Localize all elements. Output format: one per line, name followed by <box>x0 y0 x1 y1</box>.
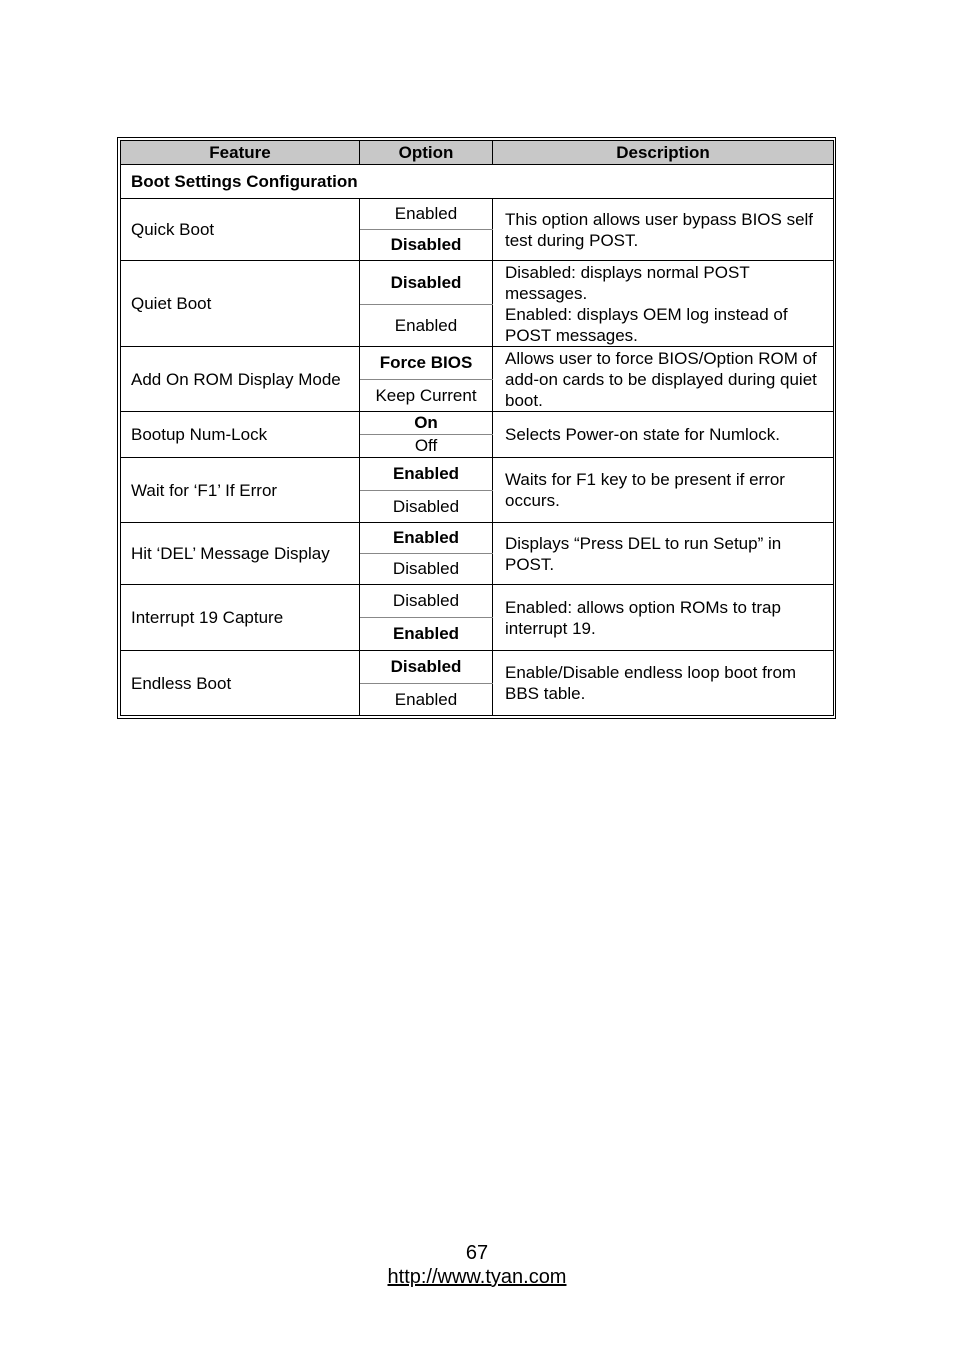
feature-cell: Hit ‘DEL’ Message Display <box>121 523 360 585</box>
description-line: Disabled: displays normal POST messages. <box>505 262 750 303</box>
option-cell: Enabled <box>360 684 493 716</box>
option-cell: Disabled <box>360 651 493 684</box>
footer-url-link[interactable]: http://www.tyan.com <box>387 1266 567 1288</box>
footer-url[interactable] <box>0 1266 954 1289</box>
option-cell: Enabled <box>360 458 493 491</box>
header-feature: Feature <box>121 141 360 165</box>
option-cell: Enabled <box>360 523 493 554</box>
feature-cell: Wait for ‘F1’ If Error <box>121 458 360 523</box>
feature-cell: Quick Boot <box>121 199 360 261</box>
feature-cell: Endless Boot <box>121 651 360 716</box>
option-cell: Off <box>360 435 493 458</box>
description-cell: Selects Power-on state for Numlock. <box>493 412 834 458</box>
option-cell: Keep Current <box>360 380 493 412</box>
description-cell <box>493 261 834 347</box>
option-cell: Disabled <box>360 230 493 261</box>
table-row <box>121 347 834 380</box>
table-row <box>121 651 834 684</box>
header-option: Option <box>360 141 493 165</box>
description-cell: Enabled: allows option ROMs to trap interrupt 19. <box>493 585 834 651</box>
description-cell: Waits for F1 key to be present if error occurs. <box>493 458 834 523</box>
section-title: Boot Settings Configuration <box>121 165 834 199</box>
description-cell: Allows user to force BIOS/Option ROM of add-on cards to be displayed during quiet boot. <box>493 347 834 412</box>
description-cell: Enable/Disable endless loop boot from BBS table. <box>493 651 834 716</box>
option-cell: Enabled <box>360 618 493 651</box>
feature-cell: Interrupt 19 Capture <box>121 585 360 651</box>
header-description: Description <box>493 141 834 165</box>
feature-cell: Add On ROM Display Mode <box>121 347 360 412</box>
section-row <box>121 165 834 199</box>
option-cell: Enabled <box>360 199 493 230</box>
option-cell: Disabled <box>360 491 493 523</box>
feature-cell: Quiet Boot <box>121 261 360 347</box>
option-cell: Disabled <box>360 554 493 585</box>
table-row <box>121 458 834 491</box>
option-cell: Disabled <box>360 585 493 618</box>
description-cell: Displays “Press DEL to run Setup” in POST. <box>493 523 834 585</box>
option-cell: Force BIOS <box>360 347 493 380</box>
description-line: Enabled: displays OEM log instead of POST messages. <box>505 304 788 345</box>
option-cell: Disabled <box>360 261 493 305</box>
page-number: 67 <box>465 1242 489 1264</box>
boot-settings-table-frame <box>117 137 836 719</box>
table-row <box>121 261 834 305</box>
option-cell: Enabled <box>360 305 493 347</box>
description-cell: This option allows user bypass BIOS self test during POST. <box>493 199 834 261</box>
table-header-row <box>121 141 834 165</box>
table-row <box>121 199 834 230</box>
boot-settings-table <box>120 140 834 716</box>
feature-cell: Bootup Num-Lock <box>121 412 360 458</box>
table-row <box>121 585 834 618</box>
table-row <box>121 412 834 435</box>
table-row <box>121 523 834 554</box>
option-cell: On <box>360 412 493 435</box>
